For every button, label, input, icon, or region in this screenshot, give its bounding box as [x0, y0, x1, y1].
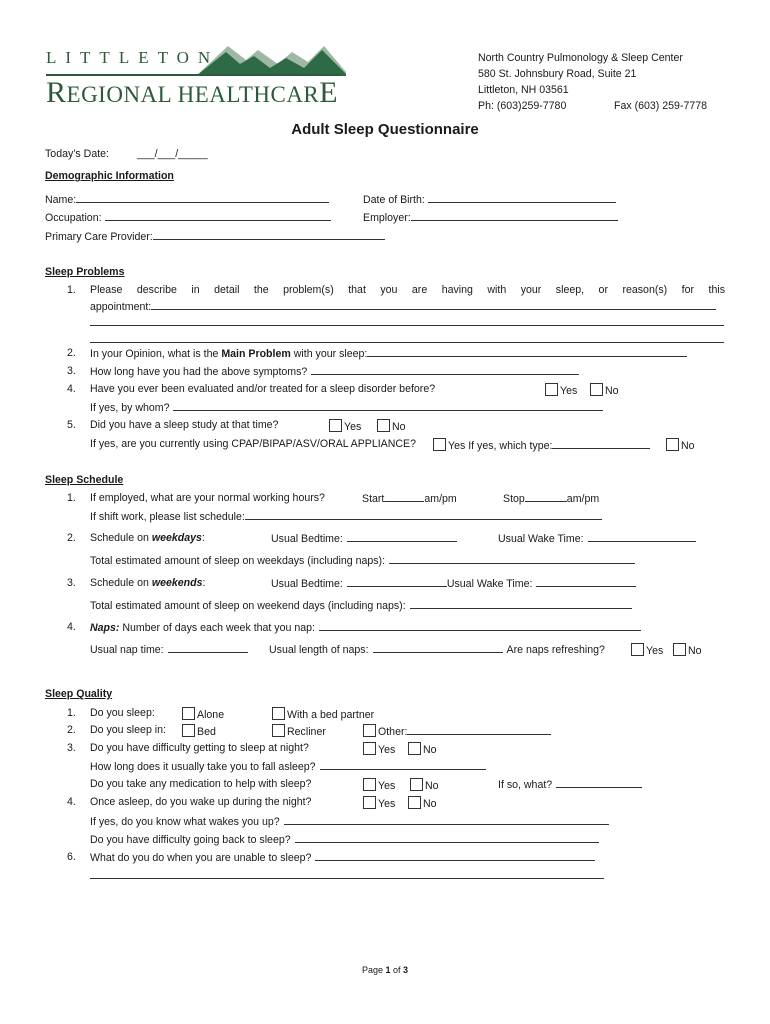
qual-q3-text: Do you have difficulty getting to sleep at night? [90, 742, 309, 754]
q4-by-whom-field[interactable] [173, 401, 603, 411]
bed-option[interactable] [182, 724, 216, 738]
naps-bold: Naps: [90, 622, 120, 634]
total1-field[interactable] [389, 554, 635, 564]
name-field[interactable] [76, 193, 329, 203]
q1-cont-row [90, 300, 716, 313]
bedtime2-field[interactable] [347, 577, 447, 587]
footer-pre: Page [361, 965, 386, 975]
bedtime1-row [271, 532, 457, 545]
partner-checkbox[interactable] [272, 707, 285, 720]
qual-q3-no-option[interactable] [408, 742, 437, 756]
other-field[interactable] [407, 725, 551, 735]
q2-bold: Main Problem [221, 348, 291, 360]
med-no-label: No [425, 780, 439, 792]
q1-text: Please describe in detail the problem(s) that you are having with your sleep, or reason(s) for this [90, 284, 725, 296]
q3-text: How long have you had the above symptoms? [90, 366, 308, 378]
bedtime2-row [271, 577, 636, 590]
q2-field[interactable] [367, 347, 687, 357]
employer-row [363, 211, 618, 224]
name-row [45, 193, 329, 206]
center-address1: 580 St. Johnsbury Road, Suite 21 [478, 68, 637, 80]
q1-answer-line2[interactable] [90, 316, 724, 329]
bedtime1-label: Usual Bedtime: [271, 533, 343, 545]
q5-cpap-no-checkbox[interactable] [666, 438, 679, 451]
q5-cpap-yes-checkbox[interactable] [433, 438, 446, 451]
center-phone: Ph: (603)259-7780 [478, 100, 567, 112]
bedtime1-field[interactable] [347, 532, 457, 542]
q4-yes-label: Yes [560, 385, 578, 397]
sched-q2-post: : [201, 532, 205, 544]
naps-text: Number of days each week that you nap: [119, 622, 315, 634]
qual-q6-field[interactable] [315, 851, 595, 861]
footer-total: 3 [403, 965, 409, 975]
logo-line1: LITTLETON [46, 48, 220, 67]
q5-cpap-no-label: No [681, 440, 695, 452]
how-long-field[interactable] [320, 760, 486, 770]
q3-field[interactable] [311, 365, 579, 375]
q4-by-whom-row [90, 401, 603, 414]
refreshing-yes-checkbox[interactable] [631, 643, 644, 656]
refreshing-yes-option[interactable] [631, 643, 663, 657]
start-label: Start [362, 493, 385, 505]
start-field[interactable] [384, 492, 424, 502]
occupation-field[interactable] [105, 211, 331, 221]
dob-row [363, 193, 616, 206]
other-option[interactable] [363, 724, 551, 738]
total2-label: Total estimated amount of sleep on weekend days (including naps): [90, 600, 406, 612]
how-long-label: How long does it usually take you to fall asleep? [90, 761, 316, 773]
shift-row [90, 510, 602, 523]
stop-row [503, 492, 599, 505]
qual-q2-number: 2. [67, 724, 76, 736]
how-long-row [90, 760, 486, 773]
nap-length-field[interactable] [373, 643, 503, 653]
dob-field[interactable] [428, 193, 616, 203]
employer-label: Employer: [363, 212, 411, 224]
med-no-checkbox[interactable] [410, 778, 423, 791]
qual-q4-number: 4. [67, 796, 76, 808]
med-yes-option[interactable] [363, 778, 395, 792]
refreshing-label: Are naps refreshing? [506, 644, 605, 656]
q4-by-whom-label: If yes, by whom? [90, 402, 170, 414]
recliner-checkbox[interactable] [272, 724, 285, 737]
problems-heading: Sleep Problems [45, 266, 125, 278]
q5-yes-label: Yes [344, 421, 362, 433]
employer-field[interactable] [411, 211, 618, 221]
bed-label: Bed [197, 726, 216, 738]
sched-q3-post: : [202, 577, 206, 589]
alone-label: Alone [197, 709, 225, 721]
center-fax: Fax (603) 259-7778 [614, 100, 708, 112]
med-yes-checkbox[interactable] [363, 778, 376, 791]
footer-mid: of [390, 965, 404, 975]
q3-number: 3. [67, 365, 76, 377]
sched-q3-row [90, 577, 205, 589]
wake2-label: Usual Wake Time: [446, 578, 533, 590]
q5-number: 5. [67, 419, 76, 431]
q5-yes-checkbox[interactable] [329, 419, 342, 432]
qual-q3-no-label: No [423, 744, 437, 756]
sched-q2-number: 2. [67, 532, 76, 544]
bed-checkbox[interactable] [182, 724, 195, 737]
page-title: Adult Sleep Questionnaire [291, 121, 479, 138]
wake2-field[interactable] [536, 577, 636, 587]
q2-post: with your sleep: [290, 348, 368, 360]
q4-no-checkbox[interactable] [590, 383, 603, 396]
stop-ampm: am/pm [566, 493, 600, 505]
other-label: Other: [378, 726, 408, 738]
pcp-field[interactable] [153, 230, 385, 240]
logo-line2 [46, 76, 338, 110]
sched-q2-bold: weekdays [151, 532, 202, 544]
qual-q4-no-option[interactable] [408, 796, 437, 810]
qual-q4-no-label: No [423, 798, 437, 810]
qual-q4-yes-checkbox[interactable] [363, 796, 376, 809]
todays-date-field[interactable]: ___/___/_____ [137, 148, 208, 160]
qual-q3-no-checkbox[interactable] [408, 742, 421, 755]
occupation-label: Occupation: [45, 212, 102, 224]
refreshing-no-checkbox[interactable] [673, 643, 686, 656]
naps-row [90, 621, 641, 634]
q4-yes-checkbox[interactable] [545, 383, 558, 396]
q4-number: 4. [67, 383, 76, 395]
name-label: Name: [45, 194, 77, 206]
start-row [362, 492, 457, 505]
back-to-sleep-field[interactable] [295, 833, 599, 843]
sched-q3-pre: Schedule on [90, 577, 152, 589]
sched-q3-bold: weekends [151, 577, 203, 589]
total2-field[interactable] [410, 599, 632, 609]
shift-field[interactable] [245, 510, 602, 520]
q2-pre: In your Opinion, what is the [90, 348, 222, 360]
qual-q4-yes-label: Yes [378, 798, 396, 810]
recliner-option[interactable] [272, 724, 326, 738]
q5-cpap-yes-label: Yes If yes, which type: [448, 440, 553, 452]
naps-days-field[interactable] [319, 621, 641, 631]
qual-q6-field-line2[interactable] [90, 869, 604, 882]
qual-q6-text: What do you do when you are unable to sleep? [90, 852, 312, 864]
q5-text: Did you have a sleep study at that time? [90, 419, 279, 431]
qual-q4-no-checkbox[interactable] [408, 796, 421, 809]
qual-q4-yes-option[interactable] [363, 796, 395, 810]
center-address2: Littleton, NH 03561 [478, 84, 569, 96]
qual-q3-yes-label: Yes [378, 744, 396, 756]
wake1-field[interactable] [588, 532, 696, 542]
quality-heading: Sleep Quality [45, 688, 113, 700]
pcp-label: Primary Care Provider: [45, 231, 153, 243]
medication-text: Do you take any medication to help with sleep? [90, 778, 312, 790]
refreshing-no-label: No [688, 645, 702, 657]
what-wakes-row [90, 815, 609, 828]
total2-row [90, 599, 632, 612]
q4-no-option[interactable] [590, 383, 619, 397]
if-so-row [498, 778, 642, 791]
logo-mid: EGIONAL HEALTHCAR [66, 82, 320, 107]
partner-option[interactable] [272, 707, 374, 721]
med-yes-label: Yes [378, 780, 396, 792]
other-checkbox[interactable] [363, 724, 376, 737]
stop-field[interactable] [525, 492, 567, 502]
back-to-sleep-label: Do you have difficulty going back to sleep? [90, 834, 291, 846]
q4-yes-option[interactable] [545, 383, 577, 397]
center-name: North Country Pulmonology & Sleep Center [478, 52, 683, 64]
demographic-heading: Demographic Information [45, 170, 174, 182]
pcp-row [45, 230, 385, 243]
total1-label: Total estimated amount of sleep on weekdays (including naps): [90, 555, 386, 567]
shift-label: If shift work, please list schedule: [90, 511, 245, 523]
q1-answer-line3[interactable] [90, 333, 724, 346]
nap-time-row [90, 643, 248, 656]
q1-number: 1. [67, 284, 76, 296]
q5-no-option[interactable] [377, 419, 406, 433]
qual-q3-yes-checkbox[interactable] [363, 742, 376, 755]
qual-q3-number: 3. [67, 742, 76, 754]
nap-length-label: Usual length of naps: [269, 644, 369, 656]
qual-q1-text: Do you sleep: [90, 707, 155, 719]
q5-no-checkbox[interactable] [377, 419, 390, 432]
qual-q4-text: Once asleep, do you wake up during the night? [90, 796, 312, 808]
wake1-row [498, 532, 696, 545]
q3-row [90, 365, 579, 378]
med-no-option[interactable] [410, 778, 439, 792]
total1-row [90, 554, 635, 567]
q5-cpap-type-field[interactable] [552, 439, 650, 449]
todays-date-label: Today’s Date: [45, 148, 109, 160]
qual-q6-row [90, 851, 595, 864]
schedule-heading: Sleep Schedule [45, 474, 124, 486]
sched-q2-row [90, 532, 205, 544]
sched-q4-number: 4. [67, 621, 76, 633]
if-so-label: If so, what? [498, 779, 553, 791]
q5-yes-option[interactable] [329, 419, 361, 433]
refreshing-no-option[interactable] [673, 643, 702, 657]
if-so-field[interactable] [556, 778, 642, 788]
what-wakes-label: If yes, do you know what wakes you up? [90, 816, 280, 828]
qual-q6-number: 6. [67, 851, 76, 863]
alone-checkbox[interactable] [182, 707, 195, 720]
sched-q3-number: 3. [67, 577, 76, 589]
q5-cpap-no-option[interactable] [666, 438, 695, 452]
nap-time-label: Usual nap time: [90, 644, 164, 656]
what-wakes-field[interactable] [284, 815, 609, 825]
page-footer [0, 965, 770, 975]
sched-q1-number: 1. [67, 492, 76, 504]
q1-cont-label: appointment: [90, 301, 152, 313]
back-to-sleep-row [90, 833, 599, 846]
sched-q1-text: If employed, what are your normal working hours? [90, 492, 325, 504]
recliner-label: Recliner [287, 726, 326, 738]
bedtime2-label: Usual Bedtime: [271, 578, 343, 590]
q2-row [90, 347, 687, 360]
sched-q2-pre: Schedule on [90, 532, 152, 544]
dob-label: Date of Birth: [363, 194, 425, 206]
q5-cpap-text: If yes, are you currently using CPAP/BIPAP/ASV/ORAL APPLIANCE? [90, 438, 416, 450]
q4-no-label: No [605, 385, 619, 397]
logo-cap1: R [46, 76, 67, 109]
q5-no-label: No [392, 421, 406, 433]
refreshing-yes-label: Yes [646, 645, 664, 657]
start-ampm: am/pm [424, 493, 457, 505]
alone-option[interactable] [182, 707, 224, 721]
wake1-label: Usual Wake Time: [498, 533, 584, 545]
logo-cap2: E [319, 76, 339, 109]
nap-time-field[interactable] [168, 643, 248, 653]
qual-q1-number: 1. [67, 707, 76, 719]
nap-length-row [269, 643, 605, 656]
qual-q2-text: Do you sleep in: [90, 724, 166, 736]
footer-page: 1 [385, 965, 391, 975]
q2-number: 2. [67, 347, 76, 359]
q5-cpap-yes-option[interactable] [433, 438, 650, 452]
qual-q3-yes-option[interactable] [363, 742, 395, 756]
partner-label: With a bed partner [287, 709, 375, 721]
stop-label: Stop [503, 493, 525, 505]
q4-text: Have you ever been evaluated and/or treated for a sleep disorder before? [90, 383, 436, 395]
q1-answer-line1[interactable] [151, 300, 716, 310]
occupation-row [45, 211, 331, 224]
